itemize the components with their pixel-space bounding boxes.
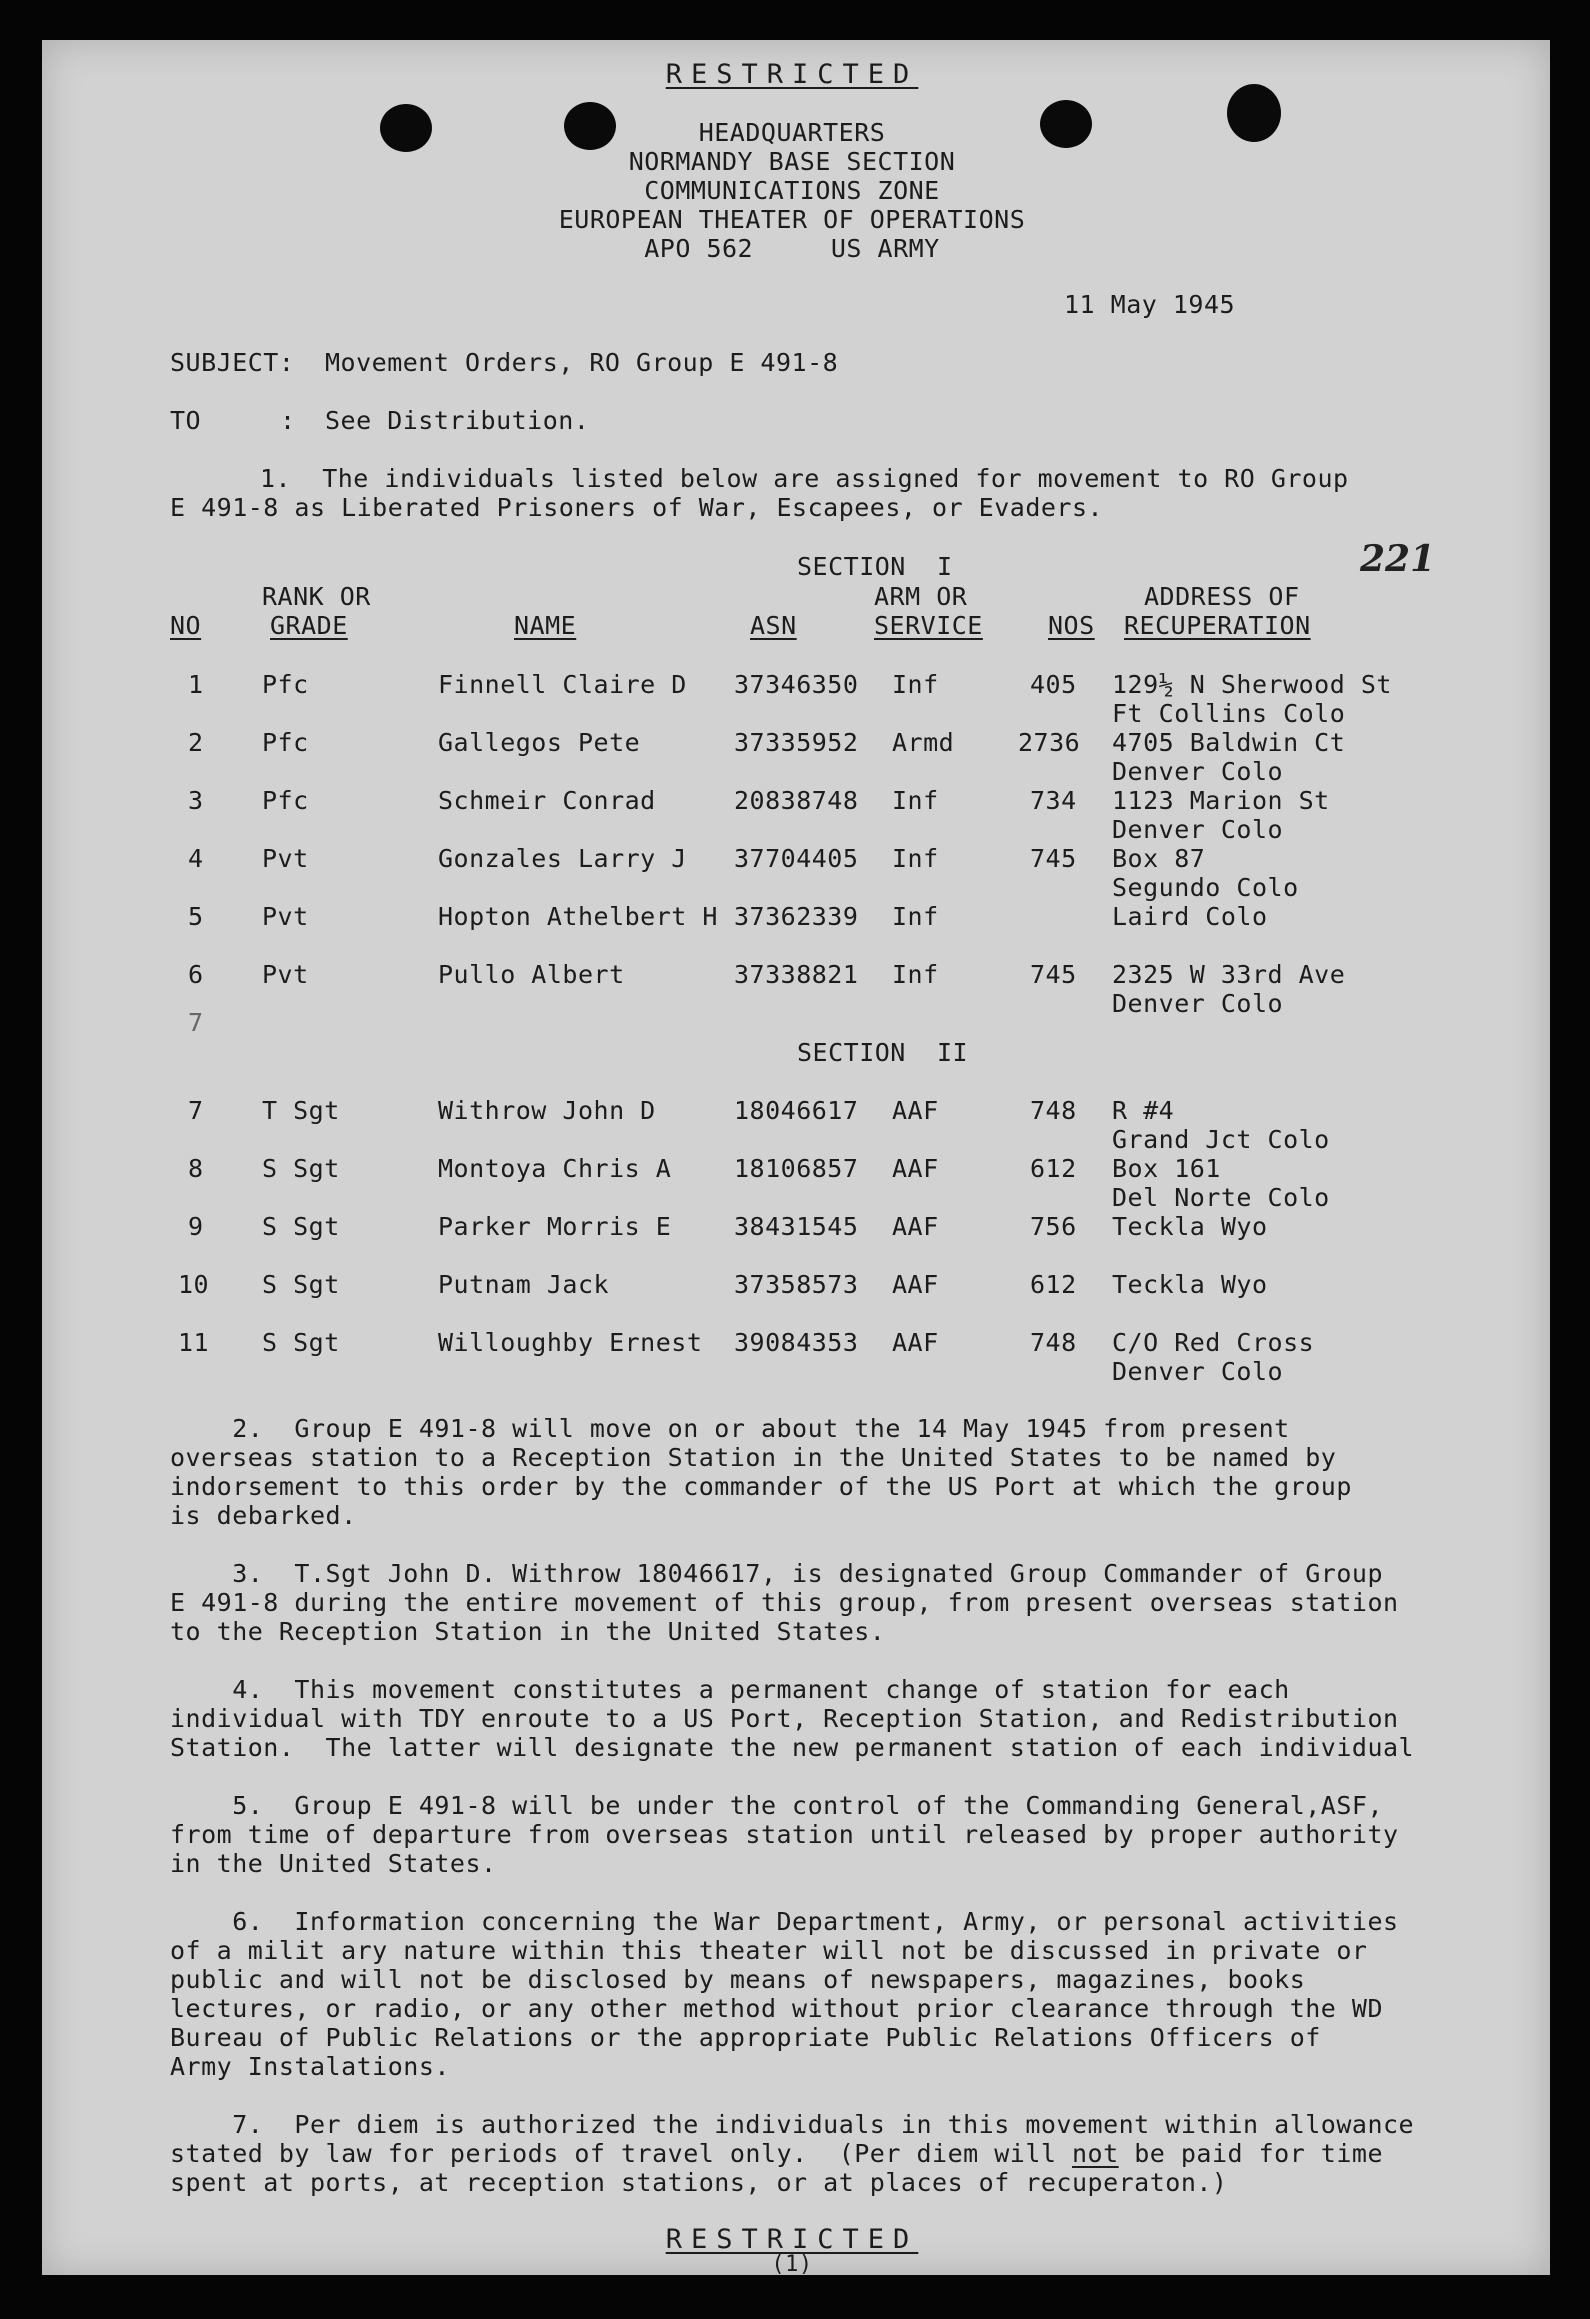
row-no: 3	[188, 786, 204, 815]
paragraph-line: 7. Per diem is authorized the individuals in this movement within allowance	[170, 2110, 1415, 2139]
row-no: 6	[188, 960, 204, 989]
row-asn: 37358573	[734, 1270, 859, 1299]
classification-bottom: RESTRICTED	[665, 2224, 919, 2255]
paragraph-line: in the United States.	[170, 1849, 497, 1878]
paragraph-line: lectures, or radio, or any other method without prior clearance through the WD	[170, 1994, 1383, 2023]
row-address-2: Segundo Colo	[1112, 873, 1299, 902]
paragraph-6	[170, 1907, 1490, 2081]
row-no: 7	[188, 1096, 204, 1125]
paragraph-line	[170, 2139, 1490, 2168]
row-name: Schmeir Conrad	[438, 786, 656, 815]
subject-text: Movement Orders, RO Group E 491-8	[325, 348, 839, 377]
subject-label: SUBJECT:	[170, 348, 295, 377]
row-nos: 734	[1030, 786, 1077, 815]
row-address-2: Denver Colo	[1112, 757, 1284, 786]
row-nos: 745	[1030, 960, 1077, 989]
paragraph-line: 2. Group E 491-8 will move on or about the 14 May 1945 from present	[170, 1414, 1290, 1443]
row-name: Pullo Albert	[438, 960, 625, 989]
col-rank-bottom: GRADE	[270, 611, 348, 640]
paragraph-line: from time of departure from overseas station until released by proper authority	[170, 1820, 1399, 1849]
row-rank: Pfc	[262, 786, 309, 815]
header-line-4: EUROPEAN THEATER OF OPERATIONS	[558, 205, 1026, 234]
row-no: 4	[188, 844, 204, 873]
row-address-1: 129½ N Sherwood St	[1112, 670, 1392, 699]
paragraph-line: to the Reception Station in the United States.	[170, 1617, 886, 1646]
row-nos: 612	[1030, 1154, 1077, 1183]
paragraph-7	[170, 2110, 1490, 2197]
row-arm: AAF	[892, 1154, 939, 1183]
section-1-title: SECTION I	[797, 552, 953, 581]
row-address-2: Denver Colo	[1112, 1357, 1284, 1386]
row-address-1: 1123 Marion St	[1112, 786, 1330, 815]
row-rank: S Sgt	[262, 1328, 340, 1357]
col-arm-bottom: SERVICE	[874, 611, 983, 640]
row-address-2: Denver Colo	[1112, 815, 1284, 844]
para1-line-1: 1. The individuals listed below are assigned for movement to RO Group	[260, 464, 1349, 493]
row-nos: 748	[1030, 1328, 1077, 1357]
emphasis-not: not	[1071, 2139, 1119, 2168]
row-name: Parker Morris E	[438, 1212, 672, 1241]
page-number: (1)	[771, 2252, 813, 2277]
text-run: be paid for time	[1118, 2139, 1384, 2168]
row-address-2: Ft Collins Colo	[1112, 699, 1346, 728]
row-address-1: R #4	[1112, 1096, 1175, 1125]
row-name: Finnell Claire D	[438, 670, 687, 699]
row-arm: Inf	[892, 670, 939, 699]
paragraph-line: 4. This movement constitutes a permanent change of station for each	[170, 1675, 1290, 1704]
punch-hole-1	[380, 104, 432, 152]
paragraph-line: indorsement to this order by the commander of the US Port at which the group	[170, 1472, 1352, 1501]
para1-line-2: E 491-8 as Liberated Prisoners of War, Escapees, or Evaders.	[170, 493, 1104, 522]
col-asn: ASN	[750, 611, 797, 640]
paragraph-line: E 491-8 during the entire movement of this group, from present overseas station	[170, 1588, 1399, 1617]
handwritten-stamp-number: 221	[1360, 538, 1436, 580]
row-name: Gonzales Larry J	[438, 844, 687, 873]
paragraph-line: of a milit ary nature within this theater will not be discussed in private or	[170, 1936, 1368, 1965]
row-asn: 37704405	[734, 844, 859, 873]
row-name: Gallegos Pete	[438, 728, 641, 757]
row-arm: AAF	[892, 1096, 939, 1125]
col-address-bottom: RECUPERATION	[1124, 611, 1311, 640]
row-arm: Inf	[892, 960, 939, 989]
paragraph-line: spent at ports, at reception stations, or at places of recuperaton.)	[170, 2168, 1228, 2197]
row-address-1: 2325 W 33rd Ave	[1112, 960, 1346, 989]
row-asn: 18106857	[734, 1154, 859, 1183]
col-arm-top: ARM OR	[874, 582, 968, 611]
row-no: 11	[178, 1328, 210, 1357]
row-arm: AAF	[892, 1212, 939, 1241]
to-text: See Distribution.	[325, 406, 590, 435]
classification-top: RESTRICTED	[665, 59, 919, 90]
row-rank: S Sgt	[262, 1270, 340, 1299]
row-arm: Inf	[892, 844, 939, 873]
paragraph-line: Station. The latter will designate the new permanent station of each individual	[170, 1733, 1415, 1762]
col-rank-top: RANK OR	[262, 582, 371, 611]
section-2-title: SECTION II	[797, 1038, 969, 1067]
row-asn: 38431545	[734, 1212, 859, 1241]
punch-hole-4	[1227, 84, 1281, 142]
row-rank: Pfc	[262, 728, 309, 757]
row-nos: 612	[1030, 1270, 1077, 1299]
to-colon: :	[280, 406, 296, 435]
row-address-2: Del Norte Colo	[1112, 1183, 1330, 1212]
paragraph-line: is debarked.	[170, 1501, 357, 1530]
col-no: NO	[170, 611, 202, 640]
row-asn: 37338821	[734, 960, 859, 989]
row-address-1: Box 87	[1112, 844, 1206, 873]
header-line-5: APO 562 US ARMY	[644, 234, 940, 263]
row-address-2: Grand Jct Colo	[1112, 1125, 1330, 1154]
row-no: 8	[188, 1154, 204, 1183]
row-rank: Pvt	[262, 960, 309, 989]
row-name: Withrow John D	[438, 1096, 656, 1125]
paragraph-line: Army Instalations.	[170, 2052, 450, 2081]
paragraph-line: 5. Group E 491-8 will be under the control of the Commanding General,ASF,	[170, 1791, 1383, 1820]
row-nos: 756	[1030, 1212, 1077, 1241]
row-rank: Pfc	[262, 670, 309, 699]
row-arm: Armd	[892, 728, 955, 757]
row-rank: T Sgt	[262, 1096, 340, 1125]
row-no: 1	[188, 670, 204, 699]
row-nos: 745	[1030, 844, 1077, 873]
row-address-1: Teckla Wyo	[1112, 1212, 1268, 1241]
paragraph-line: public and will not be disclosed by means of newspapers, magazines, books	[170, 1965, 1306, 1994]
row-asn: 18046617	[734, 1096, 859, 1125]
document-date: 11 May 1945	[1064, 290, 1236, 319]
row-asn: 39084353	[734, 1328, 859, 1357]
to-label: TO	[170, 406, 202, 435]
row-asn: 37346350	[734, 670, 859, 699]
paragraph-4	[170, 1675, 1490, 1762]
row-name: Willoughby Ernest	[438, 1328, 703, 1357]
header-line-1: HEADQUARTERS	[698, 118, 886, 147]
header-line-2: NORMANDY BASE SECTION	[628, 147, 956, 176]
row-asn: 37335952	[734, 728, 859, 757]
row-asn: 37362339	[734, 902, 859, 931]
paragraph-line: individual with TDY enroute to a US Port, Reception Station, and Redistribution	[170, 1704, 1399, 1733]
row-address-1: Teckla Wyo	[1112, 1270, 1268, 1299]
row-no: 5	[188, 902, 204, 931]
paragraph-line: 3. T.Sgt John D. Withrow 18046617, is designated Group Commander of Group	[170, 1559, 1383, 1588]
paragraph-line: 6. Information concerning the War Department, Army, or personal activities	[170, 1907, 1399, 1936]
col-nos: NOS	[1048, 611, 1095, 640]
paragraph-line: Bureau of Public Relations or the appropriate Public Relations Officers of	[170, 2023, 1321, 2052]
row-name: Hopton Athelbert H	[438, 902, 718, 931]
row-arm: AAF	[892, 1328, 939, 1357]
row-arm: Inf	[892, 786, 939, 815]
row-arm: AAF	[892, 1270, 939, 1299]
row-address-1: Box 161	[1112, 1154, 1221, 1183]
document-page	[42, 40, 1550, 2275]
row-address-1: C/O Red Cross	[1112, 1328, 1315, 1357]
row-name: Montoya Chris A	[438, 1154, 672, 1183]
paragraph-5	[170, 1791, 1490, 1878]
header-line-3: COMMUNICATIONS ZONE	[644, 176, 940, 205]
row-arm: Inf	[892, 902, 939, 931]
paragraph-2	[170, 1414, 1490, 1530]
row-asn: 20838748	[734, 786, 859, 815]
row-rank: Pvt	[262, 844, 309, 873]
row-no: 2	[188, 728, 204, 757]
row-rank: Pvt	[262, 902, 309, 931]
row-nos: 748	[1030, 1096, 1077, 1125]
row-no: 9	[188, 1212, 204, 1241]
row-no: 10	[178, 1270, 210, 1299]
stray-row-number-mark: 7	[188, 1008, 204, 1037]
row-rank: S Sgt	[262, 1212, 340, 1241]
row-rank: S Sgt	[262, 1154, 340, 1183]
paragraph-line: overseas station to a Reception Station in the United States to be named by	[170, 1443, 1337, 1472]
row-address-2: Denver Colo	[1112, 989, 1284, 1018]
row-address-1: Laird Colo	[1112, 902, 1268, 931]
row-nos: 405	[1030, 670, 1077, 699]
text-run: stated by law for periods of travel only. (Per diem will	[170, 2139, 1072, 2168]
col-name: NAME	[514, 611, 577, 640]
paragraph-3	[170, 1559, 1490, 1646]
col-address-top: ADDRESS OF	[1144, 582, 1300, 611]
row-nos: 2736	[1018, 728, 1081, 757]
row-name: Putnam Jack	[438, 1270, 610, 1299]
row-address-1: 4705 Baldwin Ct	[1112, 728, 1346, 757]
